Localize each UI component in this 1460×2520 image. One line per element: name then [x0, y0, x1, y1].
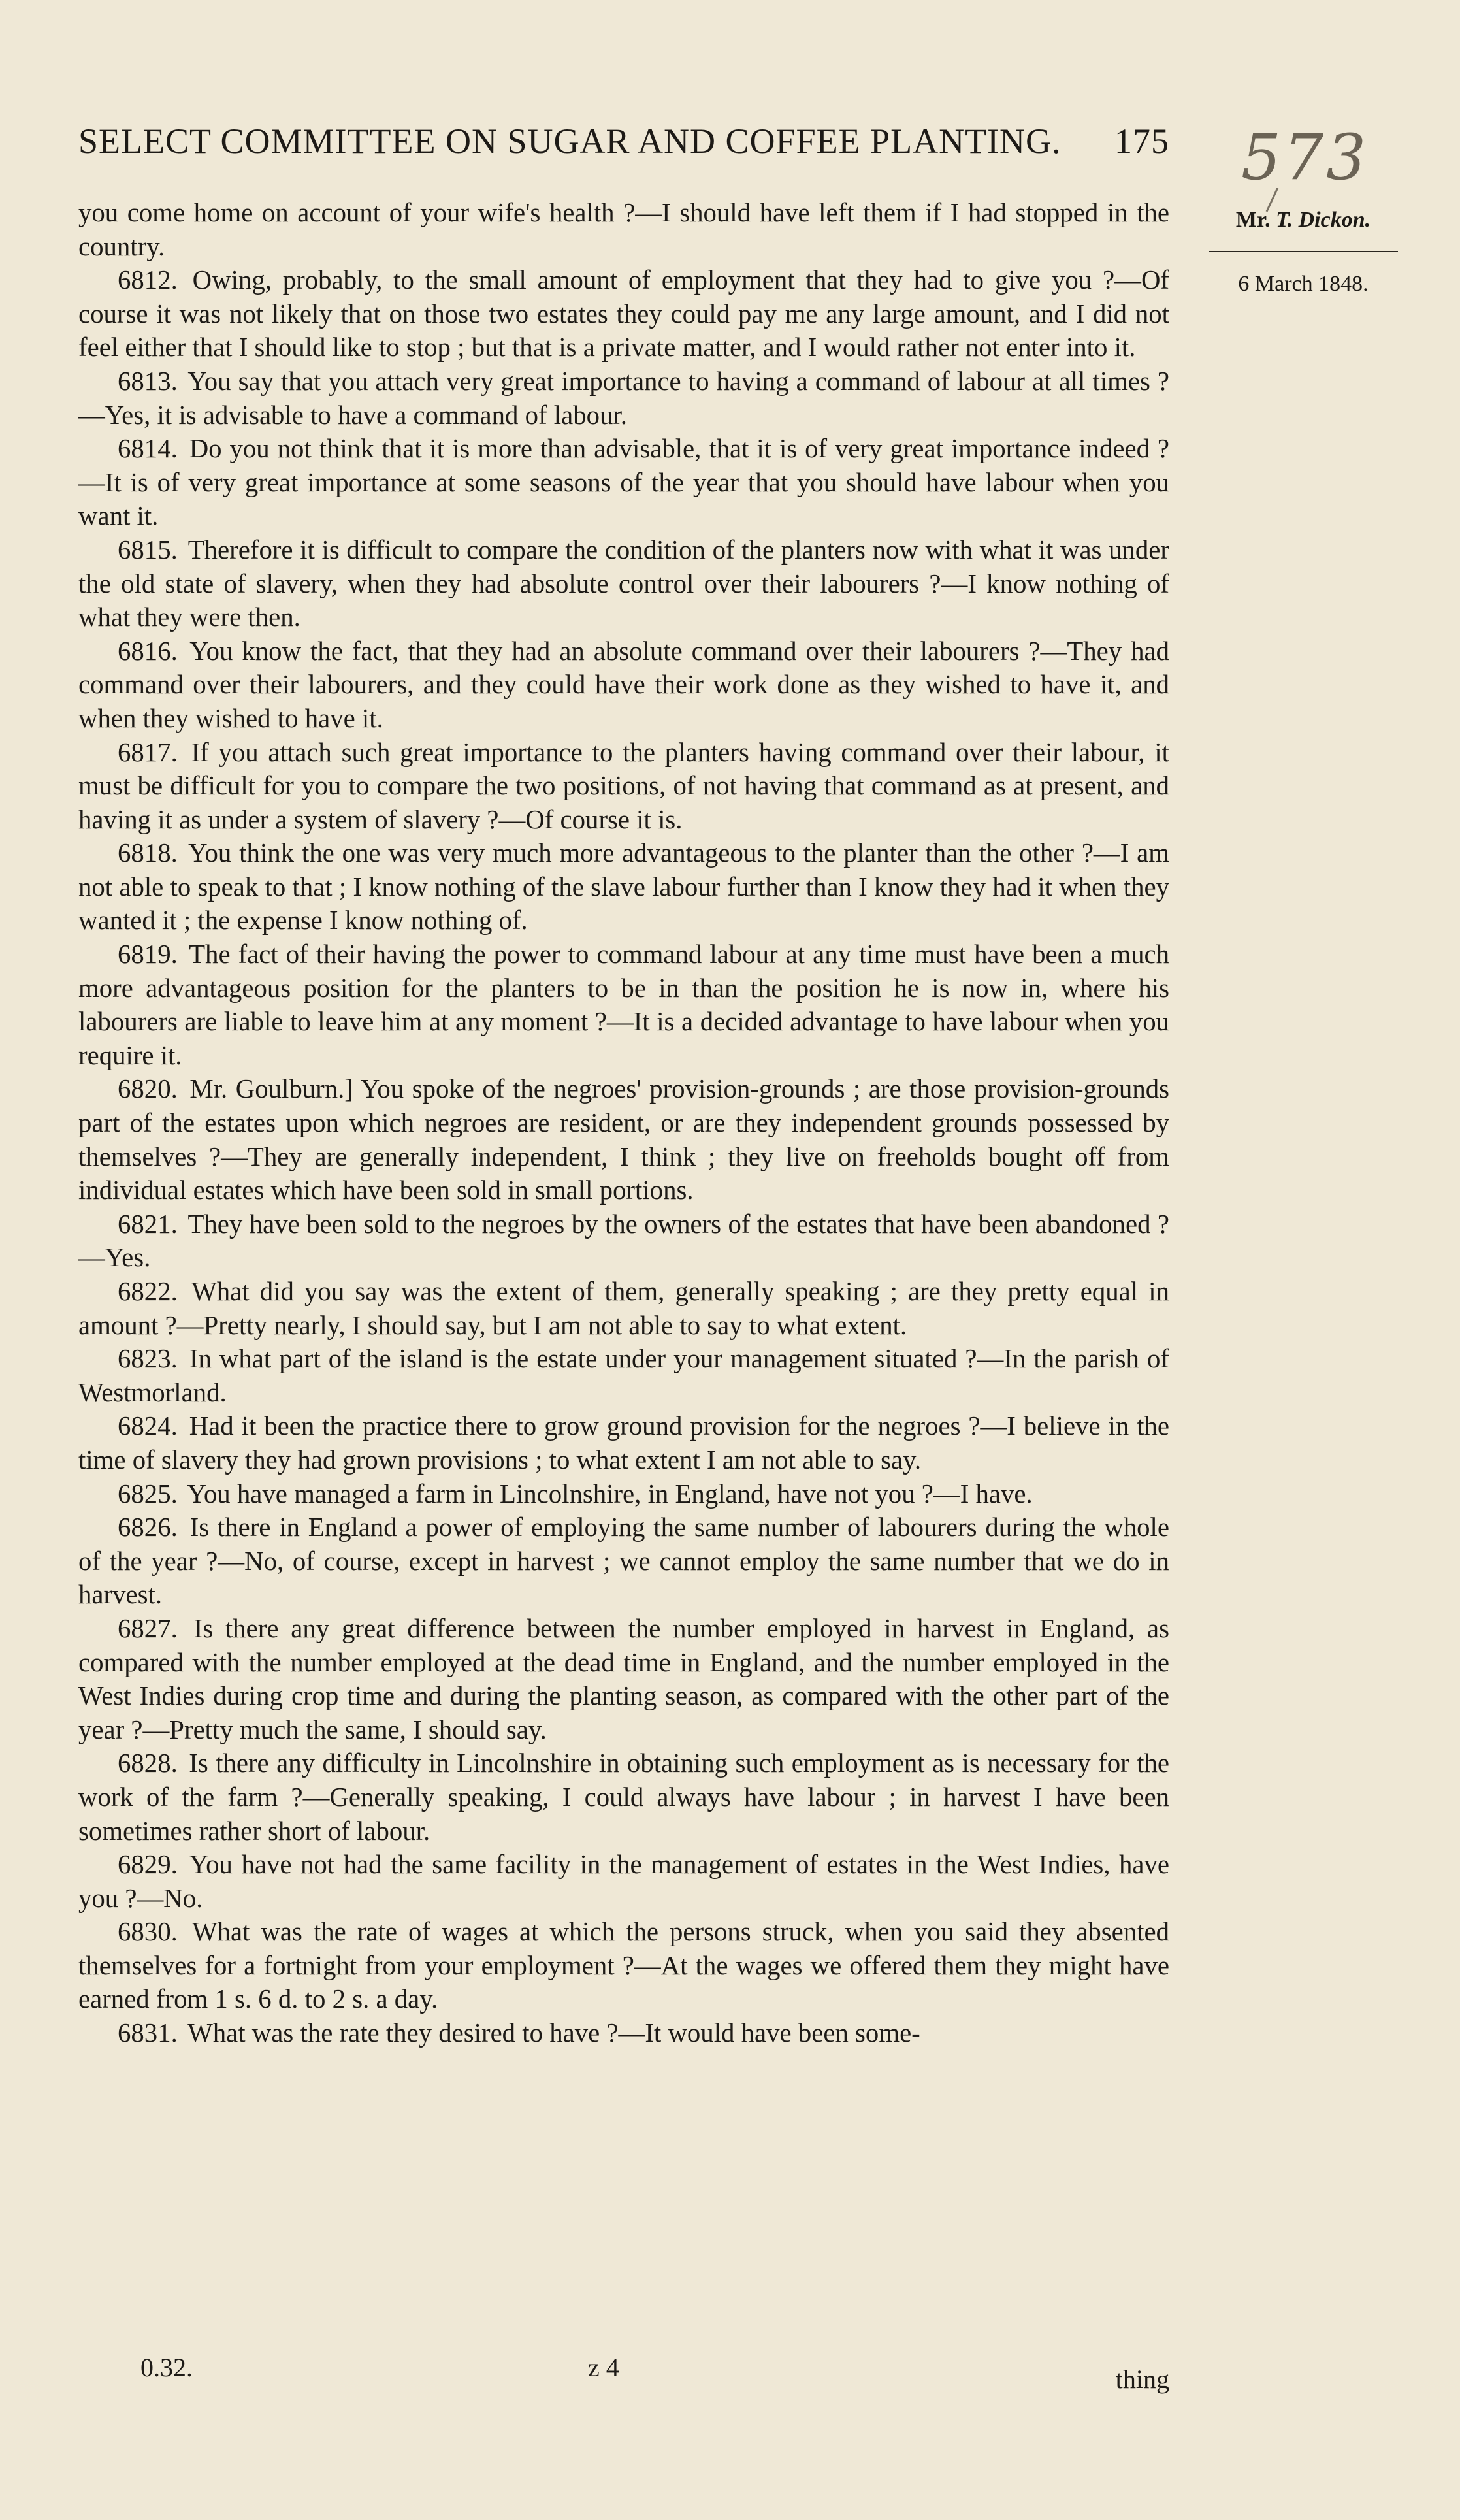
question-number: 6820.: [118, 1074, 178, 1104]
question-number: 6821.: [118, 1209, 178, 1239]
margin-divider: [1209, 251, 1398, 252]
question-number: 6816.: [118, 636, 178, 666]
question-number: 6831.: [118, 2018, 178, 2048]
question-number: 6812.: [118, 265, 178, 295]
question-and-answer-text: Therefore it is difficult to compare the condition of the planters now with what it was under the old state of slavery, when they had absolute control over their labourers ?—I know nothing of what they were then.: [78, 534, 1169, 632]
page-title: SELECT COMMITTEE ON SUGAR AND COFFEE PLANTING.: [78, 122, 1062, 161]
testimony-body: [78, 196, 1169, 2050]
question-number: 6817.: [118, 737, 178, 767]
question-and-answer-text: You think the one was very much more advantageous to the planter than the other ?—I am not able to speak to that ; I know nothing of the slave labour further than I know they had it when they wanted it ; the expense I know nothing of.: [78, 838, 1170, 936]
question-number: 6813.: [118, 366, 178, 396]
page-number: 175: [1114, 122, 1169, 161]
question-number: 6822.: [118, 1277, 178, 1306]
question-number: 6815.: [118, 534, 178, 565]
question-number: 6824.: [118, 1411, 178, 1441]
testimony-paragraph: [78, 736, 1169, 837]
question-and-answer-text: You say that you attach very great importance to having a command of labour at all times ?—Yes, it is advisable to have a command of labour.: [78, 366, 1169, 430]
question-and-answer-text: What was the rate they desired to have ?—It would have been some-: [187, 2018, 920, 2048]
question-and-answer-text: Do you not think that it is more than advisable, that it is of very great importance indeed ?—It is of very great importance at some seasons of the year that you should have labour when you want it.: [78, 434, 1169, 531]
question-and-answer-text: The fact of their having the power to command labour at any time must have been a much more advantageous position for the planters to be in than the position he is now in, where his labourers are liable to leave him at any moment ?—It is a decided advantage to have labour when you require it.: [78, 940, 1170, 1070]
question-and-answer-text: You spoke of the negroes' provision-grounds ; are those provision-grounds part of the estates upon which negroes are resident, or are they independent grounds possessed by themselves ?—They are generally independent, I think ; they live on freeholds bought off from individual estates which have been sold in small portions.: [78, 1074, 1169, 1205]
testimony-paragraph: [78, 1342, 1169, 1409]
question-and-answer-text: Is there any great difference between the number employed in harvest in England, as compared with the number employed at the dead time in England, and the number employed in the West Indies during crop time and during the planting season, as compared with the other part of the year ?—Pretty much the same, I should say.: [78, 1613, 1169, 1744]
running-header: [78, 121, 1169, 161]
question-and-answer-text: Is there any difficulty in Lincolnshire in obtaining such employment as is necessary for the work of the farm ?—Generally speaking, I could always have labour ; in harvest I have been sometimes rather short of labour.: [78, 1748, 1169, 1846]
testimony-paragraph: [78, 533, 1169, 634]
testimony-paragraph: [78, 263, 1169, 365]
testimony-paragraph: [78, 634, 1169, 736]
testimony-paragraph: [78, 365, 1169, 432]
question-and-answer-text: You have not had the same facility in the management of estates in the West Indies, have you ?—No.: [78, 1850, 1170, 1913]
testimony-paragraph: [78, 1409, 1169, 1477]
question-number: 6826.: [118, 1513, 178, 1543]
testimony-paragraph: [78, 196, 1169, 263]
question-number: 6818.: [118, 838, 178, 868]
question-and-answer-text: In what part of the island is the estate under your management situated ?—In the parish of Westmorland.: [78, 1344, 1169, 1407]
handwritten-folio-number: 573: [1241, 121, 1369, 194]
sessional-paper-number: 0.32.: [140, 2353, 193, 2382]
question-number: 6828.: [118, 1748, 178, 1778]
question-and-answer-text: You have managed a farm in Lincolnshire, in England, have not you ?—I have.: [187, 1479, 1033, 1509]
testimony-paragraph: [78, 1848, 1169, 1915]
testimony-paragraph: [78, 1072, 1169, 1207]
margin-note: [1195, 208, 1411, 297]
testimony-paragraph: [78, 1746, 1169, 1848]
testimony-paragraph: [78, 836, 1169, 938]
testimony-paragraph: [78, 1915, 1169, 2016]
question-number: 6814.: [118, 434, 178, 464]
question-and-answer-text: Is there in England a power of employing the same number of labourers during the whole of the year ?—No, of course, except in harvest ; we cannot employ the same number that we do in harvest.: [78, 1513, 1170, 1610]
catchword: thing: [1115, 2365, 1169, 2394]
question-and-answer-text: you come home on account of your wife's health ?—I should have left them if I had stopped in the country.: [78, 198, 1169, 261]
testimony-paragraph: [78, 1207, 1169, 1275]
question-and-answer-text: You know the fact, that they had an absolute command over their labourers ?—They had command over their labourers, and they could have their work done as they wished to have it, and when they wished to have it.: [78, 636, 1170, 733]
question-and-answer-text: They have been sold to the negroes by the owners of the estates that have been abandoned ?—Yes.: [78, 1209, 1169, 1273]
testimony-paragraph: [78, 938, 1169, 1072]
question-number: 6823.: [118, 1344, 178, 1374]
testimony-paragraph: [78, 1511, 1169, 1612]
question-number: 6819.: [118, 940, 178, 970]
question-number: 6830.: [118, 1917, 178, 1947]
testimony-paragraph: [78, 432, 1169, 533]
printer-signature-mark: z 4: [588, 2353, 619, 2382]
witness-name: Mr. T. Dickon.: [1235, 208, 1371, 232]
testimony-paragraph: [78, 1477, 1169, 1511]
question-number: 6825.: [118, 1479, 178, 1509]
question-and-answer-text: What was the rate of wages at which the persons struck, when you said they absented themselves for a fortnight from your employment ?—At the wages we offered them they might have earned from 1 s. 6 d. to 2 s. a day.: [78, 1917, 1169, 2014]
question-and-answer-text: If you attach such great importance to the planters having command over their labour, it must be difficult for you to compare the two positions, of not having that command as at present, and having it as under a system of slavery ?—Of course it is.: [78, 737, 1169, 834]
testimony-paragraph: [78, 2016, 1169, 2050]
hearing-date: 6 March 1848.: [1238, 272, 1369, 296]
speaker-label: Mr. Goulburn.]: [189, 1074, 353, 1104]
question-number: 6829.: [118, 1850, 178, 1880]
question-and-answer-text: What did you say was the extent of them, generally speaking ; are they pretty equal in amount ?—Pretty nearly, I should say, but I am not able to say to what extent.: [78, 1277, 1169, 1340]
page-footer: [78, 2352, 1169, 2394]
question-number: 6827.: [118, 1613, 178, 1643]
testimony-paragraph: [78, 1275, 1169, 1342]
question-and-answer-text: Owing, probably, to the small amount of employment that they had to give you ?—Of course it was not likely that on those two estates they could pay me any large amount, and I did not feel either that I should like to stop ; but that is a private matter, and I would rather not enter into it.: [78, 265, 1169, 363]
testimony-paragraph: [78, 1612, 1169, 1746]
question-and-answer-text: Had it been the practice there to grow ground provision for the negroes ?—I believe in the time of slavery they had grown provisions ; to what extent I am not able to say.: [78, 1411, 1169, 1475]
